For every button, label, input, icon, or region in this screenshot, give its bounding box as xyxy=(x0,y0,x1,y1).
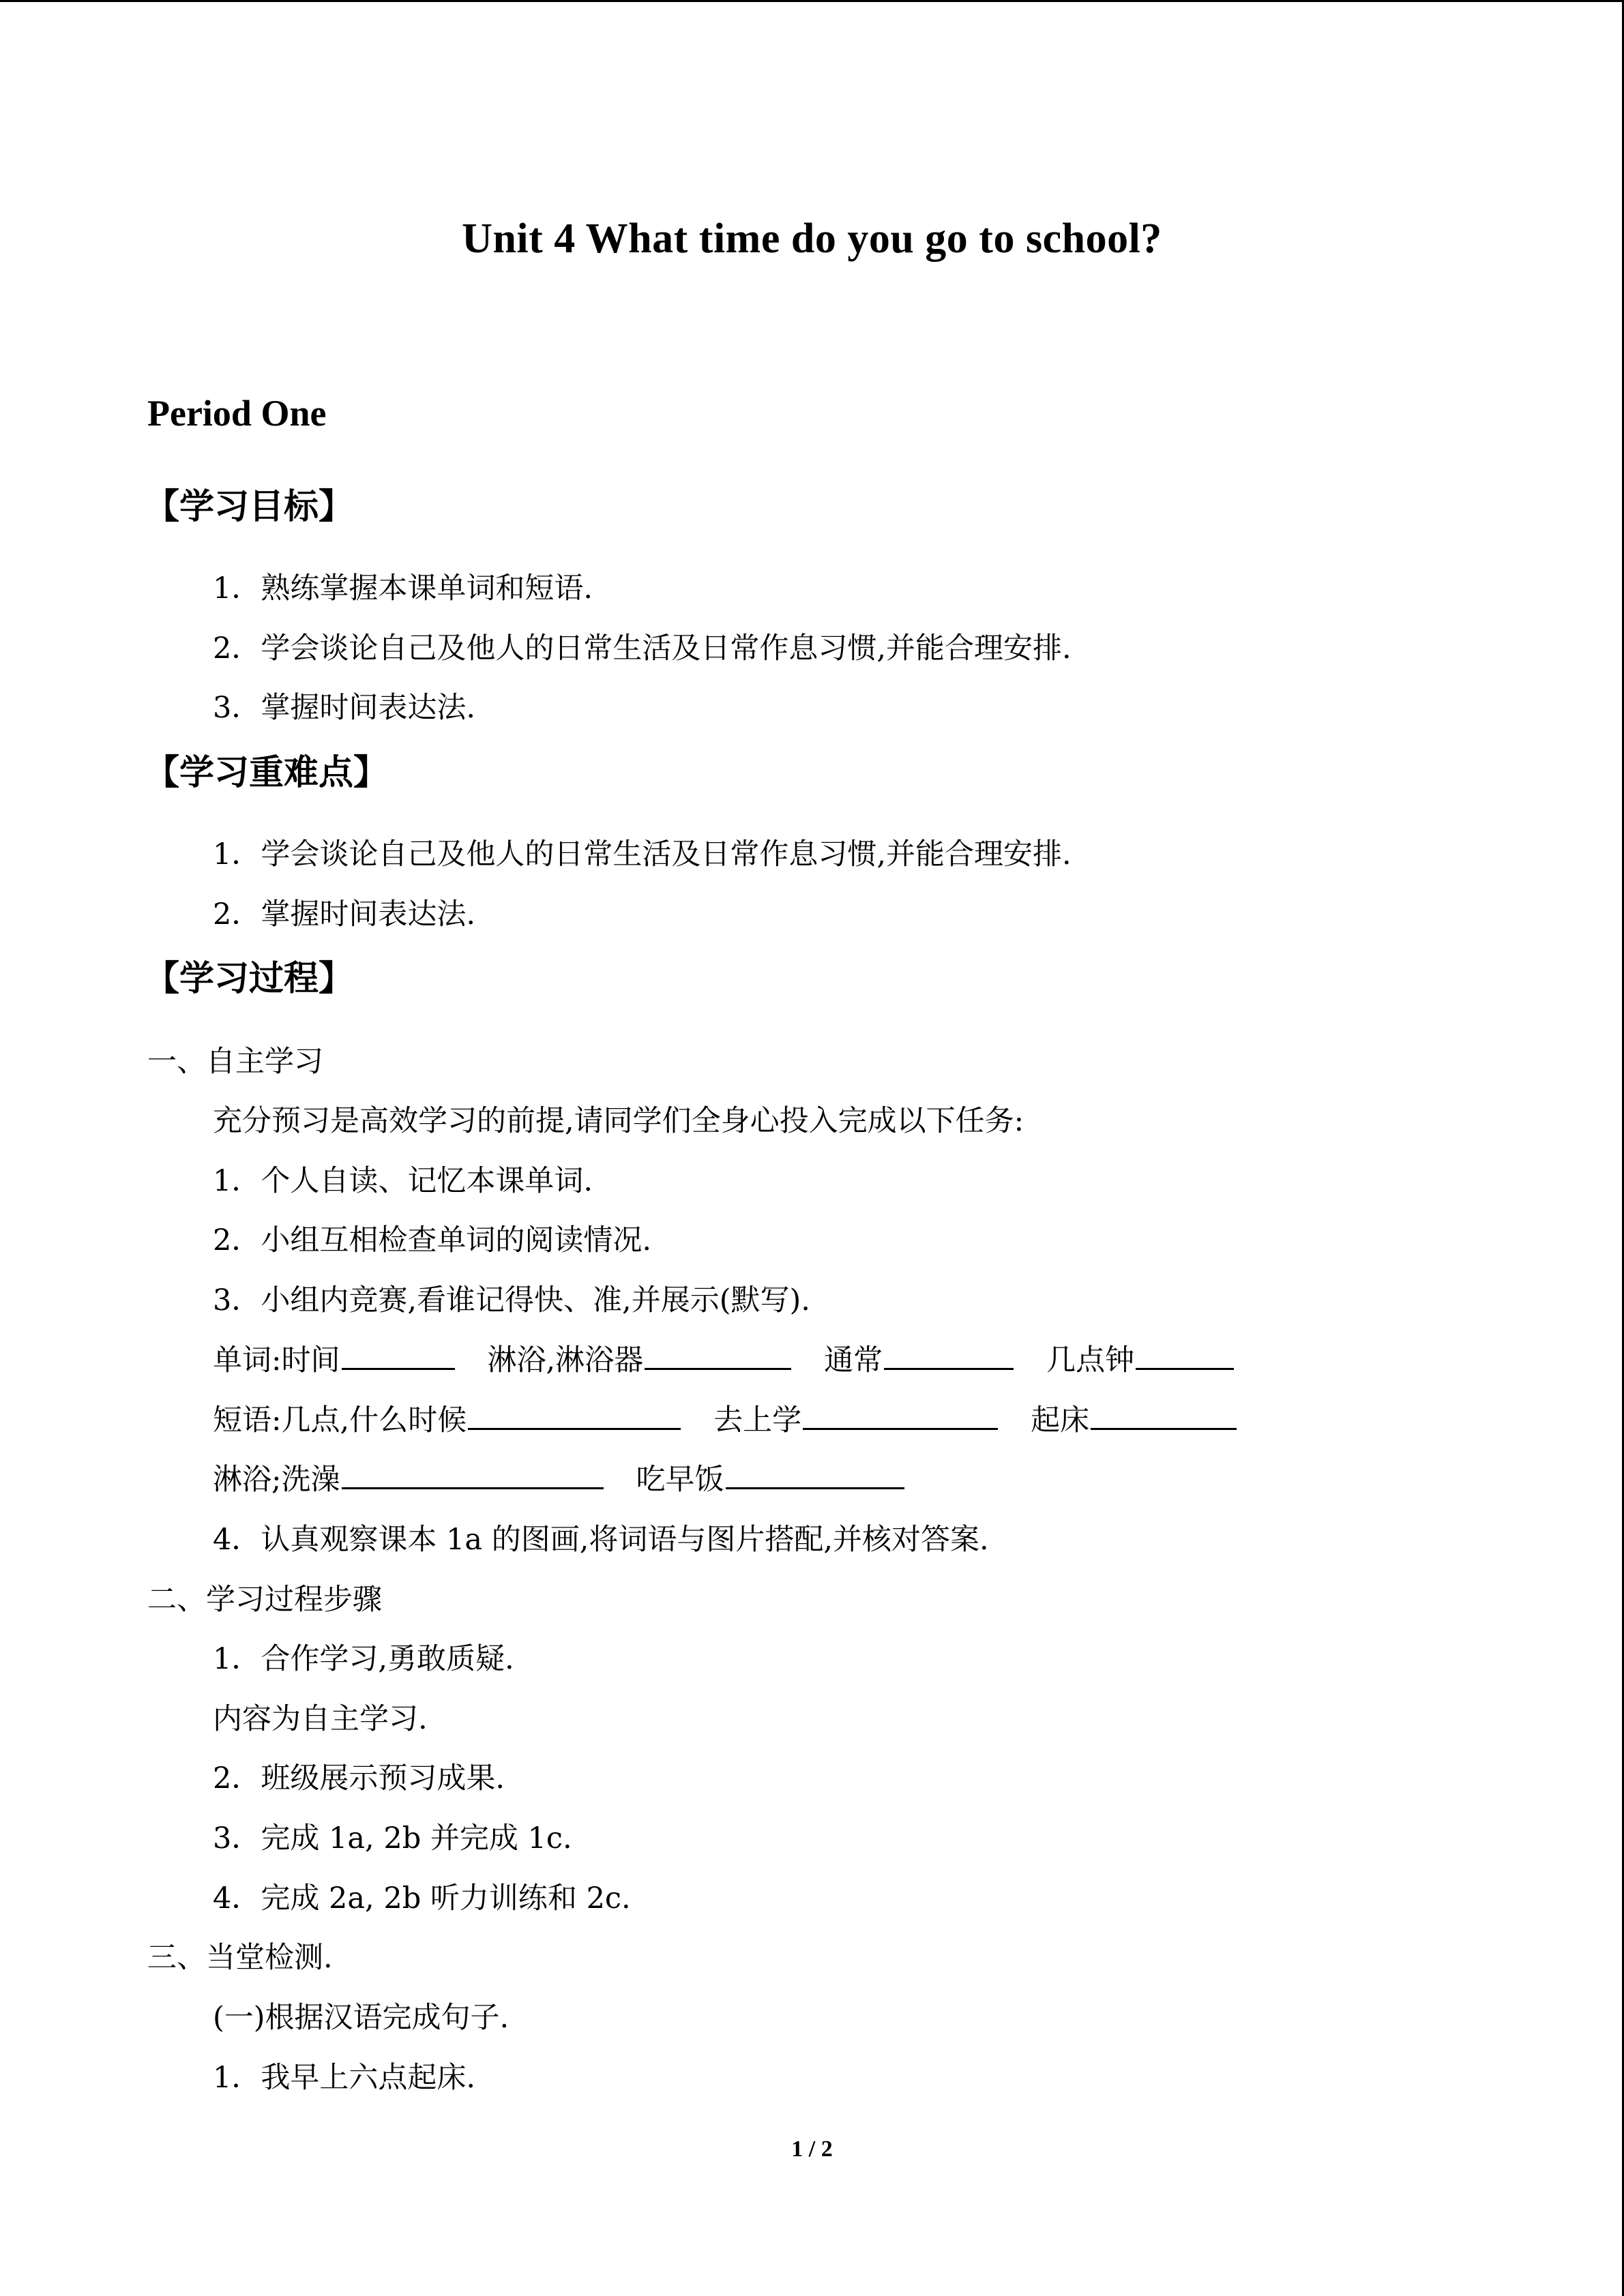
phrase-take-shower: 淋浴;洗澡 xyxy=(213,1463,340,1497)
list-item: 2．小组互相检查单词的阅读情况. xyxy=(213,1223,652,1257)
key-points-heading: 【学习重难点】 xyxy=(145,753,389,793)
document-title: Unit 4 What time do you go to school? xyxy=(462,215,1162,262)
section-intro: 充分预习是高效学习的前提,请同学们全身心投入完成以下任务: xyxy=(213,1104,1024,1138)
list-item: 1．个人自读、记忆本课单词. xyxy=(213,1164,593,1198)
phrase-eat-breakfast: 吃早饭 xyxy=(636,1463,724,1497)
answer-blank[interactable] xyxy=(884,1345,1014,1370)
list-item: 4．完成 2a, 2b 听力训练和 2c. xyxy=(213,1881,631,1915)
list-item: 1．我早上六点起床. xyxy=(213,2061,476,2095)
phrases-row-2 xyxy=(213,1457,904,1498)
answer-blank[interactable] xyxy=(1091,1405,1237,1430)
answer-blank[interactable] xyxy=(468,1405,681,1430)
goals-heading: 【学习目标】 xyxy=(145,487,354,527)
section-title: 二、学习过程步骤 xyxy=(147,1583,382,1617)
phrase-go-to-school: 去上学 xyxy=(713,1403,802,1437)
list-item: 3．完成 1a, 2b 并完成 1c. xyxy=(213,1821,572,1855)
period-heading: Period One xyxy=(147,393,327,434)
answer-blank[interactable] xyxy=(645,1345,791,1370)
subsection-title: (一)根据汉语完成句子. xyxy=(213,2001,510,2035)
words-row xyxy=(213,1337,1234,1379)
word-shower: 淋浴,淋浴器 xyxy=(487,1343,644,1377)
phrase-what-time: 几点,什么时候 xyxy=(281,1403,467,1437)
word-oclock: 几点钟 xyxy=(1046,1343,1135,1377)
phrase-get-up: 起床 xyxy=(1031,1403,1090,1437)
process-heading: 【学习过程】 xyxy=(145,959,354,999)
goal-item: 1．熟练掌握本课单词和短语. xyxy=(213,571,593,606)
list-item: 3．小组内竞赛,看谁记得快、准,并展示(默写). xyxy=(213,1283,810,1317)
phrases-row xyxy=(213,1397,1237,1439)
list-item: 1．合作学习,勇敢质疑. xyxy=(213,1642,514,1676)
key-point-item: 1．学会谈论自己及他人的日常生活及日常作息习惯,并能合理安排. xyxy=(213,837,1072,871)
words-prefix: 单词: xyxy=(213,1343,282,1377)
section-title: 一、自主学习 xyxy=(147,1045,323,1079)
phrases-prefix: 短语: xyxy=(213,1403,282,1437)
list-item: 内容为自主学习. xyxy=(213,1702,428,1736)
goal-item: 3．掌握时间表达法. xyxy=(213,691,476,725)
answer-blank[interactable] xyxy=(726,1464,904,1489)
word-time: 时间 xyxy=(281,1343,340,1377)
section-title: 三、当堂检测. xyxy=(147,1941,333,1975)
answer-blank[interactable] xyxy=(803,1405,998,1430)
word-usually: 通常 xyxy=(824,1343,883,1377)
answer-blank[interactable] xyxy=(342,1345,455,1370)
answer-blank[interactable] xyxy=(1136,1345,1234,1370)
page-number: 1 / 2 xyxy=(791,2136,833,2162)
list-item: 2．班级展示预习成果. xyxy=(213,1761,505,1795)
goal-item: 2．学会谈论自己及他人的日常生活及日常作息习惯,并能合理安排. xyxy=(213,631,1072,666)
answer-blank[interactable] xyxy=(342,1464,604,1489)
key-point-item: 2．掌握时间表达法. xyxy=(213,897,476,931)
list-item: 4．认真观察课本 1a 的图画,将词语与图片搭配,并核对答案. xyxy=(213,1523,989,1557)
